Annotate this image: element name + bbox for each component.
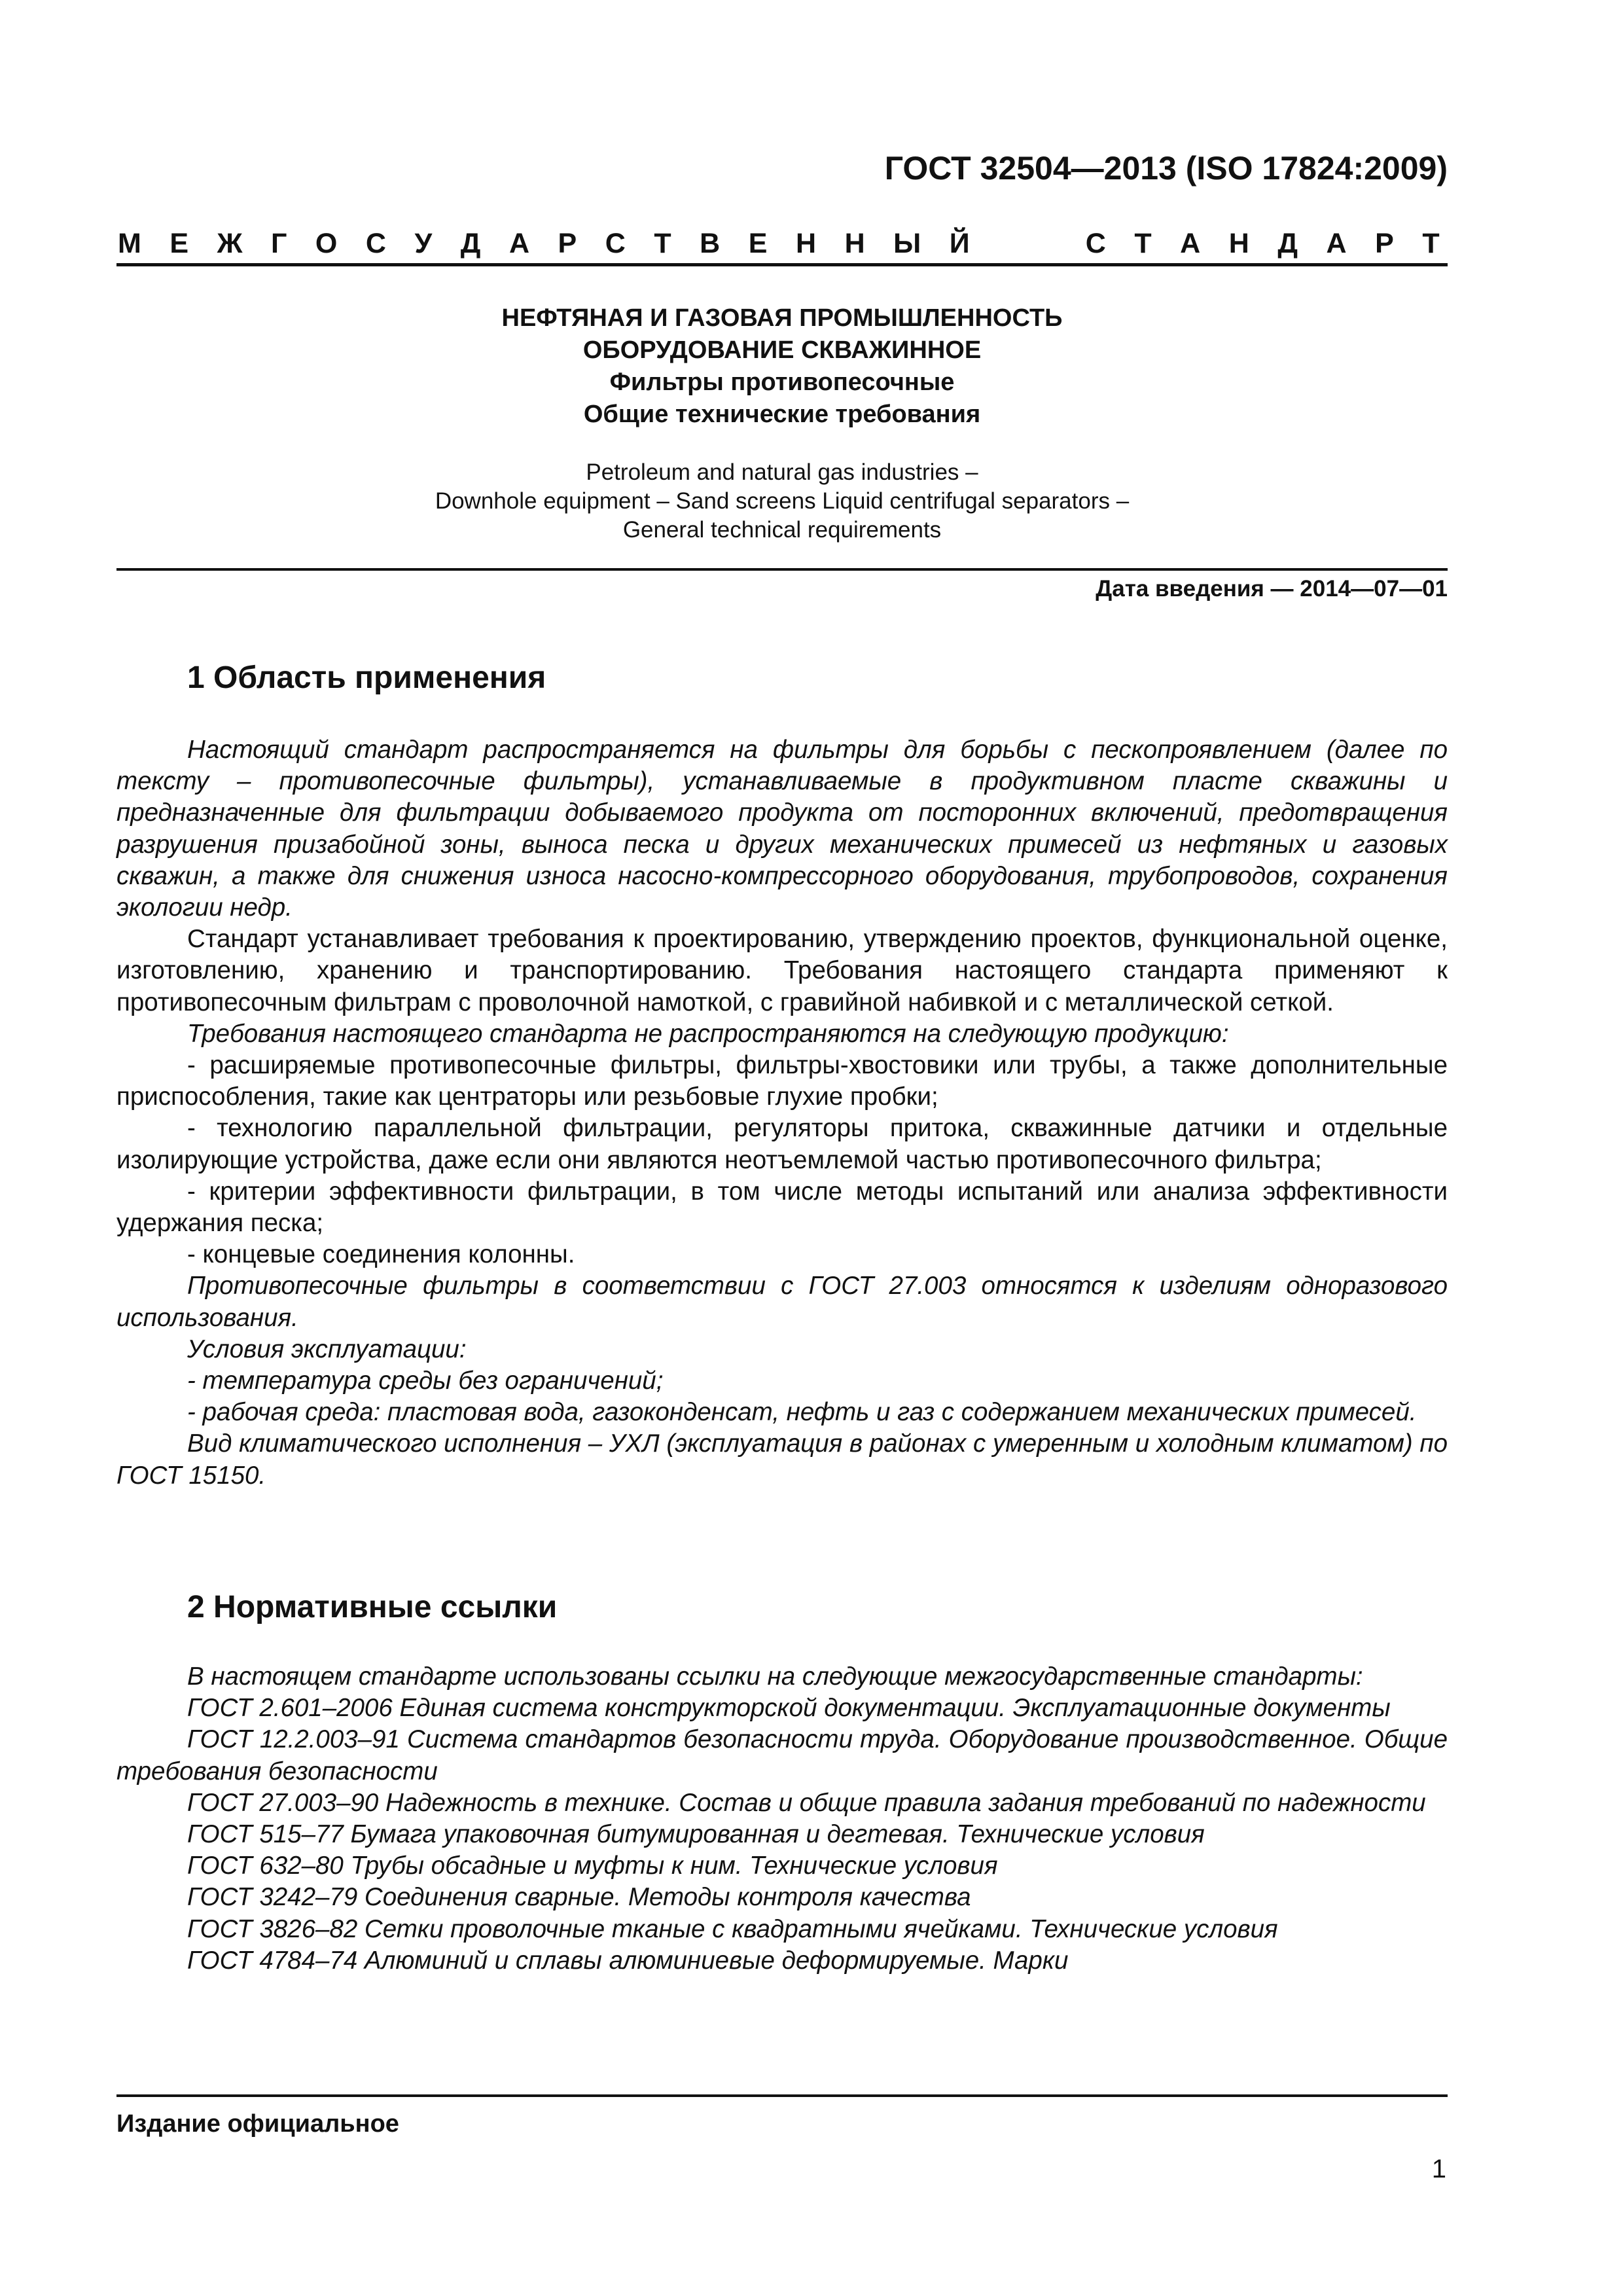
standard-letter: О bbox=[315, 228, 338, 259]
title-ru-line-4: Общие технические требования bbox=[583, 401, 981, 428]
title-ru-line-1: НЕФТЯНАЯ И ГАЗОВАЯ ПРОМЫШЛЕННОСТЬ bbox=[501, 304, 1063, 332]
section-2-body bbox=[116, 1661, 1448, 1977]
standard-letter: В bbox=[700, 228, 721, 259]
standard-letter: С bbox=[365, 228, 386, 259]
standard-letter: Д bbox=[460, 228, 481, 259]
title-russian bbox=[116, 302, 1448, 431]
standard-letter: Т bbox=[1134, 228, 1152, 259]
section-2-heading: 2 Нормативные ссылки bbox=[187, 1590, 558, 1624]
section1-paragraph: Стандарт устанавливает требования к проектированию, утверждению проектов, функциональной оценке, изготовлению, хранению и транспортированию. Требования настоящего стандарта применяют к противопесочным фильтрам с проволочной намоткой, с гравийной набивкой и с металлической сеткой. bbox=[116, 925, 1448, 1016]
title-en-line-1: Petroleum and natural gas industries – bbox=[586, 459, 978, 485]
standard-letter: Н bbox=[1228, 228, 1249, 259]
section2-paragraph: ГОСТ 3242–79 Соединения сварные. Методы контроля качества bbox=[187, 1883, 971, 1912]
standard-letter: Г bbox=[270, 228, 287, 259]
standard-letter: А bbox=[508, 228, 529, 259]
gost-number: ГОСТ 32504—2013 (ISO 17824:2009) bbox=[884, 150, 1448, 187]
title-english bbox=[116, 458, 1448, 545]
section1-paragraph: - технологию параллельной фильтрации, регуляторы притока, скважинные датчики и отдельные изолирующие устройства, даже если они являются неотъемлемой частью противопесочного фильтра; bbox=[116, 1114, 1448, 1174]
standard-letter: М bbox=[118, 228, 141, 259]
title-ru-line-2: ОБОРУДОВАНИЕ СКВАЖИННОЕ bbox=[582, 336, 982, 364]
title-en-line-2: Downhole equipment – Sand screens Liquid centrifugal separators – bbox=[435, 488, 1130, 514]
standard-letter: Ж bbox=[217, 228, 243, 259]
title-en-line-3: General technical requirements bbox=[622, 517, 942, 543]
section2-paragraph: ГОСТ 27.003–90 Надежность в технике. Состав и общие правила задания требований по надежности bbox=[187, 1788, 1426, 1817]
section1-paragraph: - концевые соединения колонны. bbox=[187, 1240, 575, 1269]
standard-letter: Д bbox=[1277, 228, 1298, 259]
section2-paragraph: ГОСТ 515–77 Бумага упаковочная битумированная и дегтевая. Технические условия bbox=[187, 1820, 1205, 1849]
standard-letter: С bbox=[1085, 228, 1106, 259]
section2-paragraph: ГОСТ 4784–74 Алюминий и сплавы алюминиевые деформируемые. Марки bbox=[187, 1946, 1069, 1975]
section1-paragraph: Требования настоящего стандарта не распространяются на следующую продукцию: bbox=[187, 1019, 1229, 1048]
official-edition-label: Издание официальное bbox=[116, 2110, 399, 2138]
standard-letter: Т bbox=[1422, 228, 1440, 259]
standard-letter: У bbox=[414, 228, 433, 259]
standard-letter: Н bbox=[795, 228, 817, 259]
standard-letter: Й bbox=[949, 228, 970, 259]
section-1-body bbox=[116, 734, 1448, 1492]
standard-letter: Р bbox=[1375, 228, 1394, 259]
section1-paragraph: Противопесочные фильтры в соответствии с ГОСТ 27.003 относятся к изделиям одноразового использования. bbox=[116, 1272, 1448, 1332]
title-rule bbox=[116, 568, 1448, 571]
section2-paragraph: ГОСТ 3826–82 Сетки проволочные тканые с квадратными ячейками. Технические условия bbox=[187, 1914, 1278, 1943]
header-rule bbox=[116, 263, 1448, 266]
footer-rule bbox=[116, 2094, 1448, 2097]
page-number: 1 bbox=[1431, 2155, 1446, 2183]
section2-paragraph: В настоящем стандарте использованы ссылки на следующие межгосударственные стандарты: bbox=[187, 1662, 1363, 1691]
section1-paragraph: - температура среды без ограничений; bbox=[187, 1367, 664, 1395]
standard-letter: Н bbox=[844, 228, 865, 259]
section1-paragraph: - рабочая среда: пластовая вода, газоконденсат, нефть и газ с содержанием механических примесей. bbox=[187, 1398, 1417, 1427]
standard-letter: А bbox=[1180, 228, 1201, 259]
section1-paragraph: Условия эксплуатации: bbox=[187, 1335, 467, 1363]
section1-paragraph: Вид климатического исполнения – УХЛ (эксплуатация в районах с умеренным и холодным климатом) по ГОСТ 15150. bbox=[116, 1429, 1448, 1490]
section1-paragraph: - критерии эффективности фильтрации, в том числе методы испытаний или анализа эффективности удержания песка; bbox=[116, 1177, 1448, 1238]
section1-paragraph: - расширяемые противопесочные фильтры, фильтры-хвостовики или трубы, а также дополнительные приспособления, такие как центраторы или резьбовые глухие пробки; bbox=[116, 1051, 1448, 1111]
section2-paragraph: ГОСТ 2.601–2006 Единая система конструкторской документации. Эксплуатационные документы bbox=[187, 1694, 1391, 1723]
standard-type-heading bbox=[118, 228, 1440, 260]
introduction-date: Дата введения — 2014—07—01 bbox=[1096, 576, 1448, 601]
title-ru-line-3: Фильтры противопесочные bbox=[609, 368, 955, 396]
standard-letter: Е bbox=[169, 228, 189, 259]
standard-letter: Е bbox=[748, 228, 768, 259]
standard-letter: Р bbox=[558, 228, 577, 259]
section-1-heading: 1 Область применения bbox=[187, 660, 546, 695]
word-gap bbox=[998, 228, 1057, 260]
standard-letter: С bbox=[605, 228, 626, 259]
standard-letter: А bbox=[1326, 228, 1347, 259]
section2-paragraph: ГОСТ 12.2.003–91 Система стандартов безопасности труда. Оборудование производственное. Общие требования безопасности bbox=[116, 1725, 1448, 1785]
section1-paragraph: Настоящий стандарт распространяется на фильтры для борьбы с пескопроявлением (далее по тексту – противопесочные фильтры), устанавливаемые в продуктивном пласте скважины и предназначенные для фильтрации добываемого продукта от посторонних включений, предотвращения разрушения призабойной зоны, выноса песка и других механических примесей из нефтяных и газовых скважин, а также для снижения износа насосно-компрессорного оборудования, трубопроводов, сохранения экологии недр. bbox=[116, 736, 1448, 922]
section2-paragraph: ГОСТ 632–80 Трубы обсадные и муфты к ним. Технические условия bbox=[187, 1852, 998, 1880]
standard-letter: Т bbox=[654, 228, 671, 259]
standard-letter: Ы bbox=[893, 228, 921, 259]
